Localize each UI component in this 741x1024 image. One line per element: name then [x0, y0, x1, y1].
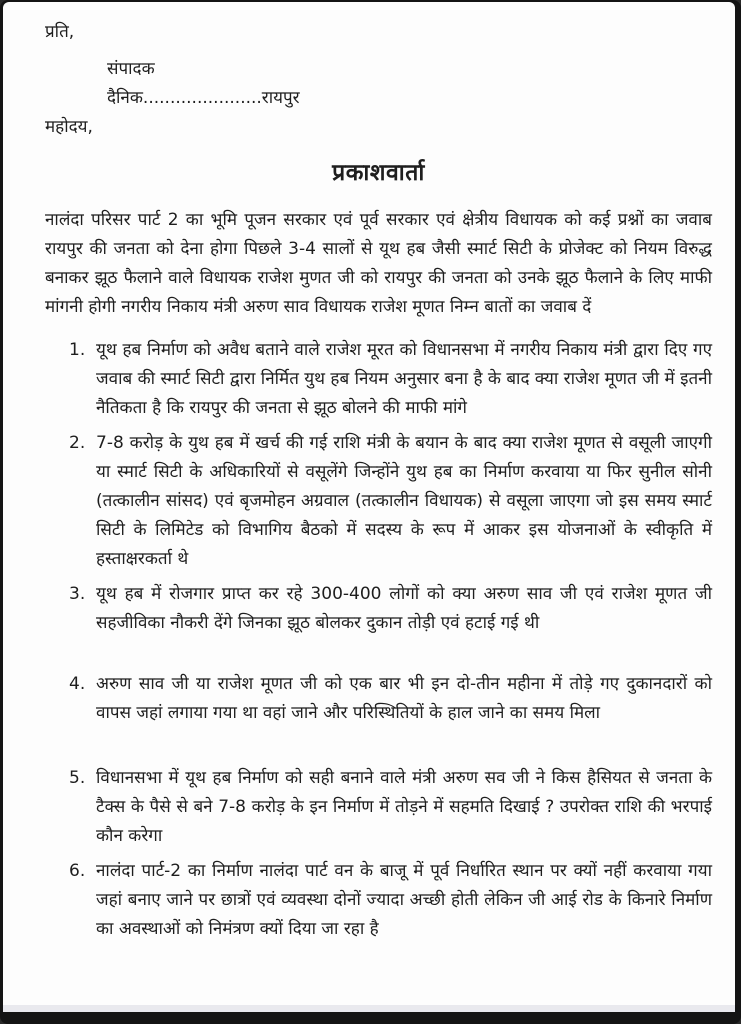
- question-number: 4.: [69, 674, 86, 694]
- recipient-address-block: [107, 55, 712, 113]
- question-text: यूथ हब निर्माण को अवैध बताने वाले राजेश मूरत को विधानसभा में नगरीय निकाय मंत्री द्वारा दिए गए जवाब की स्मार्ट सिटी द्वारा निर्मित युथ हब नियम अनुसार बना है के बाद क्या राजेश मूणत जी में इतनी नैतिकता है कि रायपुर की जनता से झूठ बोलने की माफी मांगे: [96, 340, 713, 418]
- intro-paragraph: नालंदा परिसर पार्ट 2 का भूमि पूजन सरकार एवं पूर्व सरकार एवं क्षेत्रीय विधायक को कई प्रश्नों का जवाब रायपुर की जनता को देना होगा पिछले 3-4 सालों से यूथ हब जैसी स्मार्ट सिटी के प्रोजेक्ट को नियम विरुद्ध बनाकर झूठ फैलाने वाले विधायक राजेश मुणत जी को रायपुर की जनता को उनके झूठ फैलाने के लिए माफी मांगनी होगी नगरीय निकाय मंत्री अरुण साव विधायक राजेश मूणत निम्न बातों का जवाब दें: [45, 210, 712, 317]
- question-text: अरुण साव जी या राजेश मूणत जी को एक बार भी इन दो-तीन महीना में तोड़े गए दुकानदारों को वापस जहां लगाया गया था वहां जाने और परिस्थितियों के हाल जाने का समय मिला: [96, 674, 712, 723]
- question-number: 3.: [69, 584, 86, 604]
- question-number: 5.: [69, 768, 86, 788]
- question-number: 2.: [69, 433, 86, 453]
- question-number: 6.: [69, 861, 86, 881]
- salutation: महोदय,: [45, 117, 93, 137]
- question-item-5: [69, 764, 712, 851]
- letter-page: [3, 2, 735, 1005]
- question-list: [45, 336, 712, 944]
- question-text: यूथ हब में रोजगार प्राप्त कर रहे 300-400 लोगों को क्या अरुण साव जी एवं राजेश मूणत जी सहजीविका नौकरी देंगे जिनका झूठ बोलकर दुकान तोड़ी एवं हटाई गई थी: [96, 584, 712, 633]
- question-item-3: [69, 580, 712, 638]
- letter-content: [3, 2, 735, 944]
- question-text: 7-8 करोड़ के युथ हब में खर्च की गई राशि मंत्री के बयान के बाद क्या राजेश मूणत से वसूली जाएगी या स्मार्ट सिटी के अधिकारियों से वसूलेंगे जिन्होंने युथ हब का निर्माण करवाया या फिर सुनील सोनी (तत्कालीन सांसद) एवं बृजमोहन अग्रवाल (तत्कालीन विधायक) से वसूला जाएगा जो इस समय स्मार्ट सिटी के लिमिटेड को विभागिय बैठको में सदस्य के रूप में आकर इस योजनाओं के स्वीकृति में हस्ताक्षरकर्ता थे: [96, 433, 712, 569]
- recipient-daily-line: दैनिक......................रायपुर: [107, 88, 300, 108]
- question-number: 1.: [69, 340, 86, 360]
- page-bottom-edge: [3, 1005, 735, 1012]
- question-text: नालंदा पार्ट-2 का निर्माण नालंदा पार्ट वन के बाजू में पूर्व निर्धारित स्थान पर क्यों नहीं करवाया गया जहां बनाए जाने पर छात्रों एवं व्यवस्था दोनों ज्यादा अच्छी होती लेकिन जी आई रोड के किनारे निर्माण का अवस्थाओं को निमंत्रण क्यों दिया जा रहा है: [96, 861, 712, 939]
- question-item-6: [69, 857, 712, 944]
- question-item-4: [69, 670, 712, 728]
- recipient-label: प्रति,: [45, 22, 75, 42]
- question-text: विधानसभा में यूथ हब निर्माण को सही बनाने वाले मंत्री अरुण सव जी ने किस हैसियत से जनता के टैक्स के पैसे से बने 7-8 करोड़ के इन निर्माण में तोड़ने में सहमति दिखाई ? उपरोक्त राशि की भरपाई कौन करेगा: [96, 768, 712, 846]
- recipient-editor: संपादक: [107, 59, 155, 79]
- press-note-title: प्रकाशवार्ता: [332, 160, 425, 186]
- question-item-2: [69, 429, 712, 574]
- question-item-1: [69, 336, 712, 423]
